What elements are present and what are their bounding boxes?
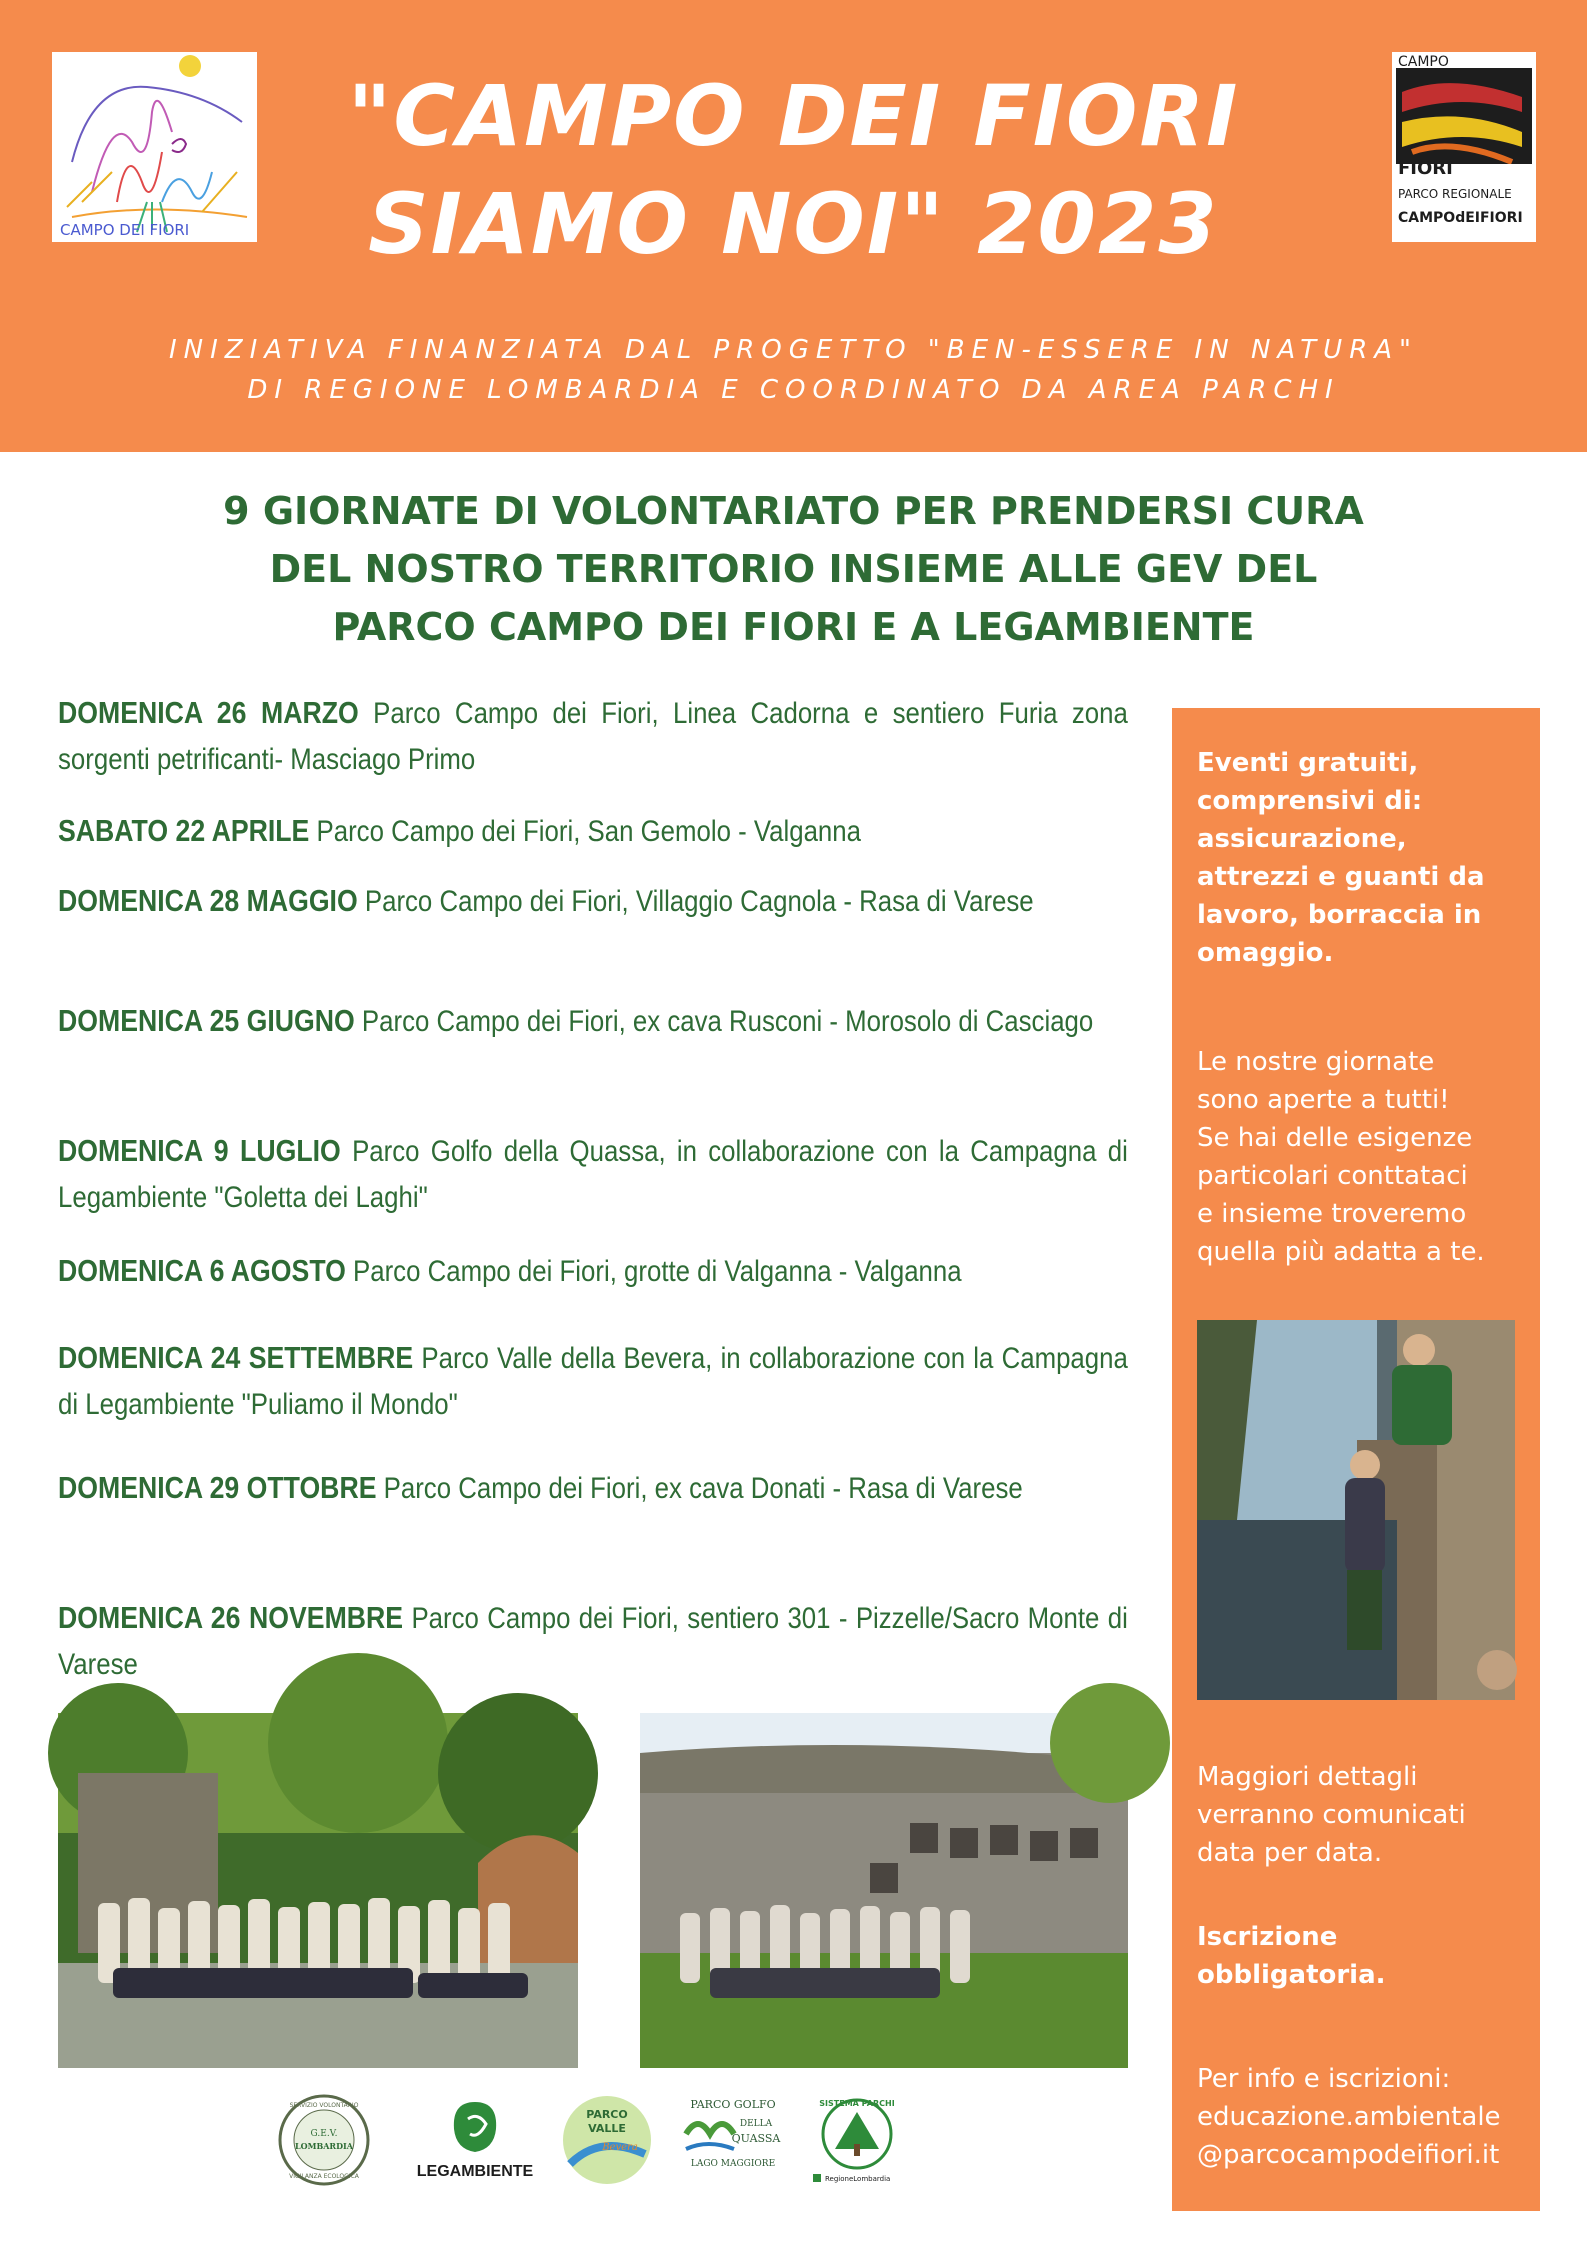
svg-text:CAMPO: CAMPO: [1398, 54, 1449, 70]
event-date: DOMENICA 24 SETTEMBRE: [58, 1340, 414, 1375]
gev-lombardia-logo: [278, 2094, 370, 2186]
parco-regionale-drawing: [1392, 47, 1536, 242]
free-events-note: Eventi gratuiti, comprensivi di: assicurazione, attrezzi e guanti da lavoro, borraccia in omaggio.: [1197, 748, 1485, 968]
event-description: Parco Golfo della Quassa, in collaborazione con la Campagna di Legambiente "Goletta dei Laghi": [58, 1135, 1128, 1214]
event-item: [58, 1335, 1128, 1428]
page-title: [300, 62, 1287, 278]
event-item: [58, 878, 1128, 925]
svg-text:FIORI: FIORI: [1398, 158, 1453, 179]
svg-text:CAMPO DEI FIORI PARCO REGIONAL: CAMPO DEI FIORI PARCO REGIONALE: [1392, 47, 1411, 48]
parco-valle-bevera-logo: [560, 2094, 655, 2186]
event-date: SABATO 22 APRILE: [58, 813, 310, 848]
svg-text:SISTEMA PARCHI: SISTEMA PARCHI: [819, 2099, 895, 2108]
svg-text:RegioneLombardia: RegioneLombardia: [825, 2175, 891, 2183]
svg-text:QUASSA: QUASSA: [731, 2132, 781, 2145]
svg-text:VIGILANZA ECOLOGICA: VIGILANZA ECOLOGICA: [289, 2173, 359, 2180]
svg-text:G.E.V.: G.E.V.: [310, 2129, 338, 2139]
headline-line-2: DEL NOSTRO TERRITORIO INSIEME ALLE GEV DEL: [269, 547, 1318, 591]
contact-info: Per info e iscrizioni: educazione.ambientale @parcocampodeifiori.it: [1197, 2060, 1527, 2174]
svg-text:PARCO REGIONALE: PARCO REGIONALE: [1398, 187, 1512, 201]
contact-email[interactable]: educazione.ambientale @parcocampodeifiori.it: [1197, 2102, 1501, 2170]
event-description: Parco Valle della Bevera, in collaborazione con la Campagna di Legambiente "Puliamo il Mondo": [58, 1342, 1128, 1421]
event-item: [58, 1248, 1128, 1295]
volunteers-pond-photo: [1197, 1320, 1515, 1700]
event-description: Parco Campo dei Fiori, San Gemolo - Valganna: [316, 815, 861, 848]
details-note: Maggiori dettagli verranno comunicati data per data.: [1197, 1762, 1466, 1868]
headline-line-3: PARCO CAMPO DEI FIORI E A LEGAMBIENTE: [332, 605, 1255, 649]
group-photo-quarry: [640, 1713, 1128, 2068]
svg-text:DELLA: DELLA: [739, 2119, 773, 2129]
parco-golfo-quassa-logo: [678, 2094, 788, 2186]
event-description: Parco Campo dei Fiori, sentiero 301 - Pizzelle/Sacro Monte di Varese: [58, 1602, 1128, 1681]
event-description: Parco Campo dei Fiori, ex cava Donati - Rasa di Varese: [383, 1472, 1023, 1505]
svg-text:VALLE: VALLE: [588, 2122, 626, 2135]
campo-dei-fiori-logo: [52, 52, 257, 242]
header-banner: [0, 0, 1587, 452]
event-item: [58, 690, 1128, 783]
event-date: DOMENICA 25 GIUGNO: [58, 1003, 355, 1038]
legambiente-logo: [408, 2094, 543, 2186]
event-item: [58, 998, 1128, 1045]
event-item: [58, 1128, 1128, 1221]
subtitle-line-2: DI REGIONE LOMBARDIA E COORDINATO DA AREA PARCHI: [247, 375, 1340, 405]
subtitle-line-1: INIZIATIVA FINANZIATA DAL PROGETTO "BEN-ESSERE IN NATURA": [168, 335, 1419, 365]
sistema-parchi-logo: [805, 2094, 910, 2186]
event-date: DOMENICA 26 MARZO: [58, 695, 359, 730]
event-date: DOMENICA 6 AGOSTO: [58, 1253, 346, 1288]
open-to-all-note: Le nostre giornate sono aperte a tutti! Se hai delle esigenze particolari conttataci e insieme troveremo quella più adatta a te.: [1197, 1047, 1485, 1267]
event-date: DOMENICA 28 MAGGIO: [58, 883, 358, 918]
event-date: DOMENICA 29 OTTOBRE: [58, 1470, 377, 1505]
svg-text:CAMPO DEI FIORI: CAMPO DEI FIORI: [60, 221, 190, 239]
subtitle: [80, 330, 1507, 410]
parco-regionale-logo: [1392, 47, 1536, 242]
svg-text:PARCO: PARCO: [586, 2108, 628, 2121]
svg-text:LOMBARDIA: LOMBARDIA: [295, 2141, 353, 2151]
svg-text:CAMPOdEIFIORI: CAMPOdEIFIORI: [1398, 210, 1523, 226]
event-item: [58, 808, 1128, 855]
svg-text:LAGO MAGGIORE: LAGO MAGGIORE: [690, 2159, 776, 2169]
svg-text:SERVIZIO VOLONTARIO: SERVIZIO VOLONTARIO: [289, 2102, 359, 2109]
campo-dei-fiori-drawing: [52, 52, 257, 242]
info-sidebar: [1172, 708, 1540, 2211]
event-description: Parco Campo dei Fiori, ex cava Rusconi - Morosolo di Casciago: [361, 1005, 1094, 1038]
title-line-2: SIAMO NOI" 2023: [368, 175, 1219, 273]
event-description: Parco Campo dei Fiori, grotte di Valganna - Valganna: [353, 1255, 962, 1288]
signup-required-note: Iscrizione obbligatoria.: [1197, 1922, 1386, 1990]
svg-text:Bevera: Bevera: [602, 2142, 638, 2153]
event-description: Parco Campo dei Fiori, Villaggio Cagnola - Rasa di Varese: [364, 885, 1034, 918]
title-line-1: "CAMPO DEI FIORI: [347, 67, 1240, 165]
svg-text:LEGAMBIENTE: LEGAMBIENTE: [416, 2163, 534, 2180]
event-date: DOMENICA 9 LUGLIO: [58, 1133, 341, 1168]
headline-line-1: 9 GIORNATE DI VOLONTARIATO PER PRENDERSI CURA: [223, 489, 1364, 533]
svg-text:PARCO GOLFO: PARCO GOLFO: [690, 2098, 776, 2111]
volunteer-headline: [100, 482, 1487, 656]
event-item: [58, 1465, 1128, 1512]
event-description: Parco Campo dei Fiori, Linea Cadorna e sentiero Furia zona sorgenti petrificanti- Masciago Primo: [58, 697, 1128, 776]
event-item: [58, 1595, 1128, 1688]
group-photo-forest: [58, 1713, 578, 2068]
event-date: DOMENICA 26 NOVEMBRE: [58, 1600, 404, 1635]
